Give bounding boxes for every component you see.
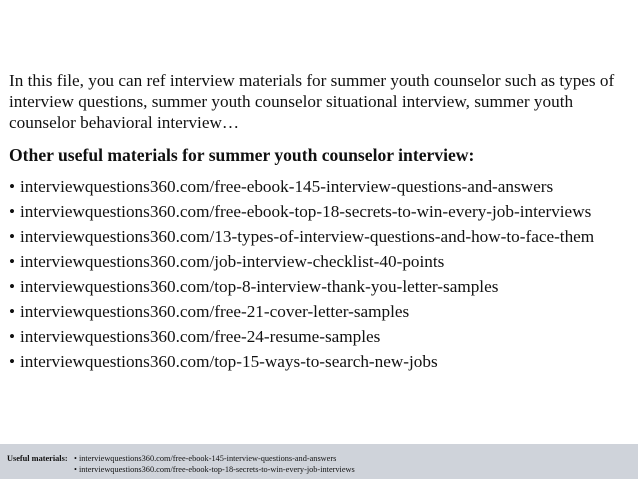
link-text[interactable]: interviewquestions360.com/free-21-cover-letter-samples — [20, 302, 410, 321]
list-item — [9, 324, 634, 349]
footer-separator: : — [64, 454, 68, 463]
bullet-icon: • — [9, 202, 16, 221]
intro-line-3: counselor behavioral interview… — [9, 113, 240, 132]
link-text[interactable]: interviewquestions360.com/free-24-resume-samples — [20, 327, 381, 346]
intro-line-1: In this file, you can ref interview materials for summer youth counselor such as types of — [9, 71, 615, 90]
list-item — [9, 299, 634, 324]
footer-label-text: Useful materials — [7, 454, 65, 463]
list-item — [9, 249, 634, 274]
footer-label — [7, 453, 68, 464]
intro-line-2: interview questions, summer youth counselor situational interview, summer youth — [9, 92, 574, 111]
footer-link[interactable]: • interviewquestions360.com/free-ebook-145-interview-questions-and-answers — [74, 454, 337, 463]
list-item — [9, 274, 634, 299]
link-text[interactable]: interviewquestions360.com/13-types-of-interview-questions-and-how-to-face-them — [20, 227, 595, 246]
link-text[interactable]: interviewquestions360.com/free-ebook-145-interview-questions-and-answers — [20, 177, 554, 196]
materials-list — [9, 174, 634, 374]
footer-bar — [0, 444, 638, 479]
bullet-icon: • — [9, 327, 16, 346]
list-item — [9, 199, 634, 224]
bullet-icon: • — [9, 252, 16, 271]
bullet-icon: • — [9, 352, 16, 371]
list-item — [9, 174, 634, 199]
footer-link[interactable]: • interviewquestions360.com/free-ebook-top-18-secrets-to-win-every-job-interviews — [74, 465, 355, 474]
list-item — [9, 349, 634, 374]
link-text[interactable]: interviewquestions360.com/top-15-ways-to-search-new-jobs — [20, 352, 438, 371]
link-text[interactable]: interviewquestions360.com/free-ebook-top-18-secrets-to-win-every-job-interviews — [20, 202, 592, 221]
intro-paragraph — [9, 70, 631, 133]
link-text[interactable]: interviewquestions360.com/job-interview-checklist-40-points — [20, 252, 445, 271]
bullet-icon: • — [9, 302, 16, 321]
section-heading: Other useful materials for summer youth counselor interview: — [9, 145, 475, 165]
link-text[interactable]: interviewquestions360.com/top-8-interview-thank-you-letter-samples — [20, 277, 499, 296]
footer-links — [74, 453, 355, 475]
bullet-icon: • — [9, 177, 16, 196]
bullet-icon: • — [9, 227, 16, 246]
bullet-icon: • — [9, 277, 16, 296]
list-item — [9, 224, 634, 249]
